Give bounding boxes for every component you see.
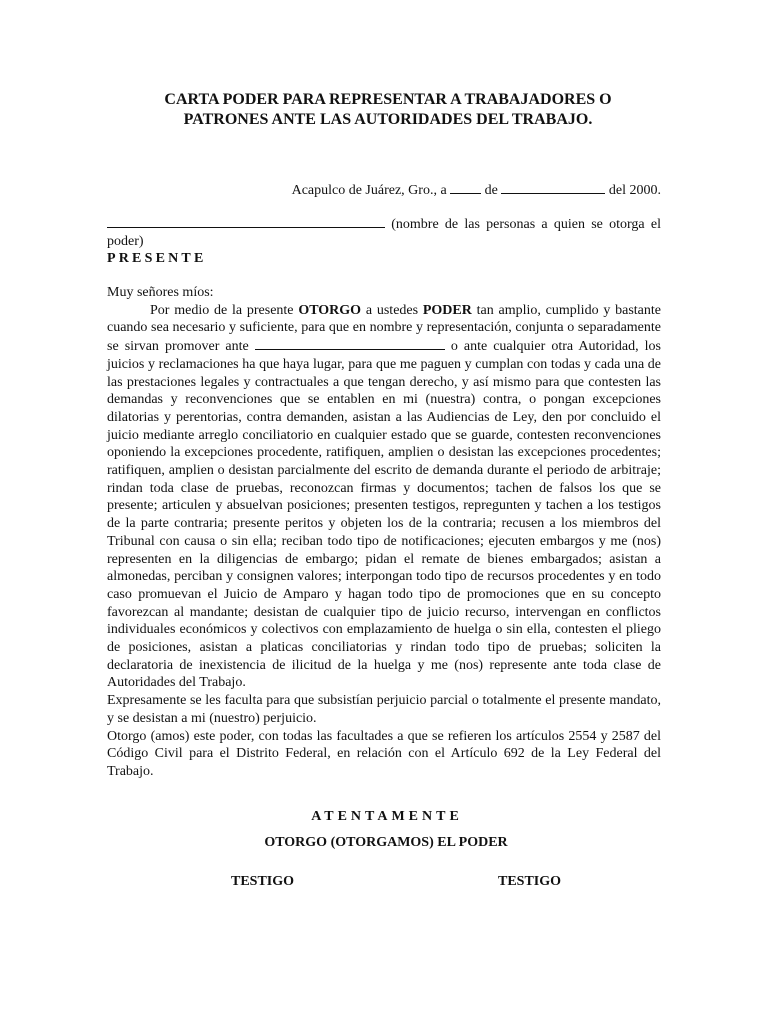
document-page (107, 90, 661, 893)
body-intro: Por medio de la presente (150, 302, 299, 318)
presente-heading: PRESENTE (107, 251, 207, 266)
recipient-name-blank (107, 215, 385, 228)
body-text-2: o ante cualquier otra Autoridad, los juicios y reclamaciones ha que haya lugar, para que me paguen y cumplan con todas y cada una de las prestaciones legales y contractuales a que tengan derecho, y así mismo para que contesten las demandas y reconvenciones que se entablen en mi (nuestra) contra, o pongan excepciones dilatorias y perentorias, contra demanden, asistan a las Audiencias de Ley, den por concluido el juicio mediante arreglo conciliatorio en cualquier estado que se guarde, contesten reconvenciones oponiendo la excepciones procedente, ratifiquen, amplien o desistan las excepciones procedentes; ratifiquen, amplien o desistan parcialmente del escrito de demanda durante el periodo de arbitraje; rindan toda clase de pruebas, reconozcan firmas y documentos; tachen de falsos los que se presente; articulen y absuelvan posiciones; presenten testigos, repregunten y tachen a los testigos de la parte contraria; presente peritos y objeten los de la contraria; recusen a los miembros del Tribunal con causa o sin ella; reciban todo tipo de notificaciones; ejecuten embargos y me (nos) representen en la diligencias de embargo; pidan el remate de bienes embargados; asistan a almonedas, perciban y consignen valores; interpongan todo tipo de recursos procedentes y en todo caso promuevan el Juicio de Amparo y hagan todo tipo de promociones que en su concepto favorezcan al mandante; desistan de cualquier tipo de juicio recurso, intervengan en conflictos individuales económicos y colectivos con emplazamiento de huelga o sin ella, contesten el pliego de posiciones, asistan a platicas conciliatorias y rindan todo tipo de pruebas; soliciten la declaratoria de inexistencia de ilicitud de la huelga y me (nos) represente ante toda clase de Autoridades del Trabajo. (107, 339, 662, 691)
body-text-1: tan amplio, cumplido y bastante cuando sea necesario y suficiente, para que en nombre y representación, conjunta o separadamente se sirvan promover ante (107, 302, 661, 355)
document-title (107, 90, 661, 130)
otorgo-keyword: OTORGO (298, 302, 362, 318)
poder-keyword: PODER (422, 302, 472, 318)
recipient-note: (nombre de las personas a quien se otorga el poder) (107, 217, 661, 249)
title-line-1: CARTA PODER PARA REPRESENTAR A TRABAJADORES O (164, 91, 612, 108)
title-line-2: PATRONES ANTE LAS AUTORIDADES DEL TRABAJO. (183, 111, 593, 128)
greeting: Muy señores míos: (107, 285, 214, 300)
otorgo-paragraph: Otorgo (amos) este poder, con todas las facultades a que se refieren los artículos 2554 y 2587 del Código Civil para el Distrito Federal, en relación con el Artículo 692 de la Ley Federal del Trabajo. (107, 728, 661, 779)
faculta-paragraph: Expresamente se les faculta para que subsistían perjuicio parcial o totalmente el presente mandato, y se desistan a mi (nuestro) perjuicio. (107, 693, 661, 726)
body-a-ustedes: a ustedes (361, 302, 423, 318)
atentamente-heading: ATENTAMENTE (311, 808, 463, 824)
grantor-signature-label: OTORGO (OTORGAMOS) EL PODER (264, 835, 508, 851)
witness-left-label: TESTIGO (231, 874, 295, 890)
place-middle: de (481, 183, 502, 198)
place-suffix: del 2000. (605, 183, 661, 198)
month-blank (501, 181, 605, 194)
day-blank (450, 181, 481, 194)
authority-blank (255, 337, 445, 350)
place-date-line (107, 181, 661, 199)
witness-right-label: TESTIGO (498, 874, 562, 890)
witnesses-row (107, 873, 661, 893)
recipient-line (107, 215, 661, 250)
body-paragraph (107, 302, 661, 692)
place-prefix: Acapulco de Juárez, Gro., a (291, 183, 451, 198)
